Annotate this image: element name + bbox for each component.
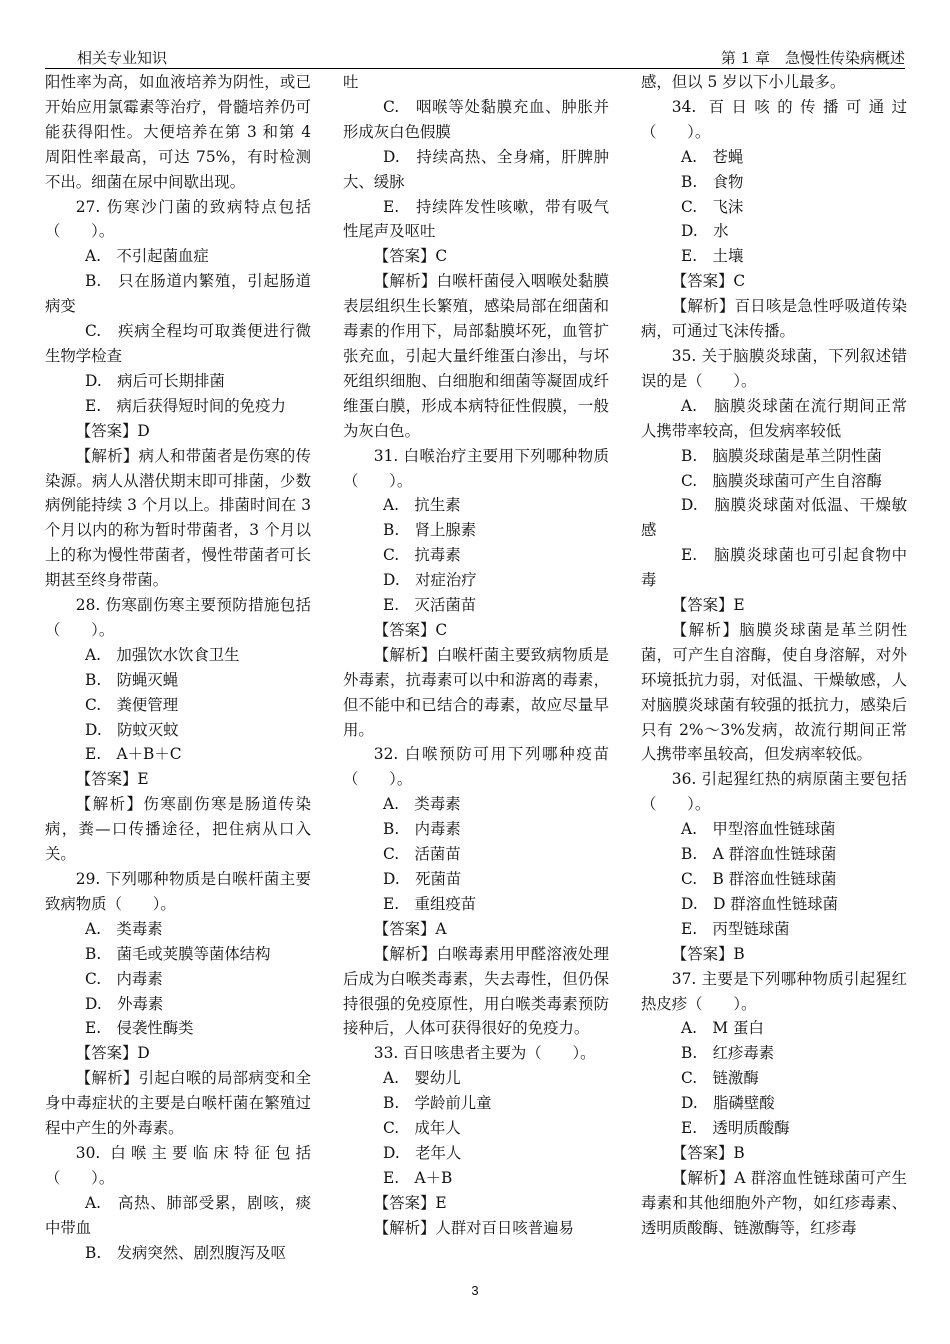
- answer-option: A. 类毒素: [85, 919, 163, 938]
- answer-option: C. B 群溶血性链球菌: [681, 870, 837, 888]
- text-column-3: [641, 70, 907, 1241]
- answer-option: 【答案】B: [671, 1143, 745, 1162]
- answer-option: B. A 群溶血性链球菌: [681, 845, 837, 864]
- answer-option: A. 抗生素: [383, 496, 461, 515]
- explanation: 【解析】引起白喉的局部病变和全身中毒症状的主要是白喉杆菌在繁殖过程中产生的外毒素。: [45, 1069, 311, 1138]
- answer-option: B. 只在肠道内繁殖，引起肠道病变: [45, 272, 311, 316]
- continued-text: 吐: [343, 73, 359, 91]
- answer-option: C. 抗毒素: [383, 546, 461, 565]
- answer-option: B. 学龄前儿童: [383, 1094, 492, 1113]
- explanation: 【解析】脑膜炎球菌是革兰阴性菌，可产生自溶酶，使自身溶解，对外环境抵抗力弱，对低温、干燥敏感，人对脑膜炎球菌有较强的抵抗力，感染后只有 2%～3%发病，故流行期间正常人携带率虽较高，但发病率较低。: [641, 620, 907, 764]
- answer-option: E. A＋B: [383, 1168, 453, 1187]
- answer-option: 【答案】D: [75, 421, 150, 440]
- explanation: 【解析】白喉杆菌主要致病物质是外毒素，抗毒素可以中和游离的毒素，但不能中和已结合的毒素，故应尽量早用。: [343, 645, 609, 739]
- answer-option: E. 透明质酸酶: [681, 1119, 790, 1138]
- answer-option: C. 粪便管理: [85, 695, 179, 714]
- answer-option: 【答案】D: [75, 1044, 150, 1063]
- question-stem: 30. 白喉主要临床特征包括（ ）。: [45, 1143, 311, 1187]
- answer-option: A. 苍蝇: [681, 147, 744, 166]
- answer-option: B. 发病突然、剧烈腹泻及呕: [85, 1243, 286, 1262]
- answer-option: D. D 群溶血性链球菌: [681, 894, 839, 913]
- explanation: 【解析】病人和带菌者是伤寒的传染源。病人从潜伏期末即可排菌，少数病例能持续 3 个月以上。排菌时间在 3 个月以内的称为暂时带菌者，3 个月以上的称为慢性带菌者，慢性带菌者可长期甚至终身带菌。: [45, 446, 311, 590]
- answer-option: B. 肾上腺素: [383, 521, 477, 540]
- question-stem: 36. 引起猩红热的病原菌主要包括（ ）。: [641, 770, 907, 814]
- answer-option: E. 持续阵发性咳嗽，带有吸气性尾声及呕吐: [343, 197, 609, 241]
- answer-option: B. 脑膜炎球菌是革兰阴性菌: [681, 446, 882, 465]
- answer-option: D. 脂磷壁酸: [681, 1094, 775, 1113]
- explanation: 【解析】白喉杆菌侵入咽喉处黏膜表层组织生长繁殖，感染局部在细菌和毒素的作用下，局部黏膜坏死，血管扩张充血，引起大量纤维蛋白渗出，与坏死组织细胞、白细胞和细菌等凝固成纤维蛋白膜，形成本病特征性假膜，一般为灰白色。: [343, 272, 609, 440]
- answer-option: A. 不引起菌血症: [85, 247, 209, 266]
- answer-option: E. 灭活菌苗: [383, 596, 477, 615]
- text-column-2: [343, 70, 609, 1241]
- answer-option: C. 咽喉等处黏膜充血、肿胀并形成灰白色假膜: [343, 97, 609, 141]
- text-column-1: [45, 70, 311, 1266]
- explanation: 【解析】百日咳是急性呼吸道传染病，可通过飞沫传播。: [641, 297, 907, 341]
- explanation: 【解析】伤寒副伤寒是肠道传染病，粪—口传播途径，把住病从口入关。: [45, 795, 311, 864]
- continued-text: 阳性率为高，如血液培养为阴性，或已开始应用氯霉素等治疗，骨髓培养仍可能获得阳性。大便培养在第 3 和第 4 周阳性率最高，可达 75%，有时检测不出。细菌在尿中间歇出现。: [45, 73, 311, 191]
- answer-option: 【答案】B: [671, 944, 745, 963]
- answer-option: A. 高热、肺部受累，剧咳，痰中带血: [45, 1193, 311, 1237]
- answer-option: E. A＋B＋C: [85, 745, 182, 764]
- answer-option: C. 疾病全程均可取粪便进行微生物学检查: [45, 322, 311, 365]
- answer-option: C. 成年人: [383, 1119, 461, 1138]
- answer-option: 【答案】C: [373, 620, 448, 639]
- answer-option: A. M 蛋白: [681, 1019, 764, 1038]
- answer-option: C. 脑膜炎球菌可产生自溶酶: [681, 471, 882, 490]
- question-stem: 27. 伤寒沙门菌的致病特点包括（ ）。: [45, 197, 311, 241]
- answer-option: B. 食物: [681, 172, 744, 191]
- answer-option: 【答案】C: [671, 272, 746, 291]
- answer-option: E. 丙型链球菌: [681, 919, 790, 938]
- answer-option: 【答案】E: [373, 1193, 447, 1212]
- answer-option: D. 外毒素: [85, 994, 164, 1013]
- answer-option: 【答案】E: [671, 596, 745, 615]
- continued-text: 感，但以 5 岁以下小儿最多。: [641, 73, 846, 91]
- answer-option: E. 土壤: [681, 247, 744, 266]
- answer-option: B. 内毒素: [383, 820, 461, 839]
- answer-option: D. 死菌苗: [383, 870, 462, 888]
- question-stem: 35. 关于脑膜炎球菌，下列叙述错误的是（ ）。: [641, 346, 907, 390]
- answer-option: B. 菌毛或荚膜等菌体结构: [85, 944, 271, 963]
- page-number: 3: [471, 1283, 479, 1298]
- answer-option: B. 红疹毒素: [681, 1044, 775, 1063]
- answer-option: 【答案】C: [373, 247, 448, 266]
- answer-option: D. 脑膜炎球菌对低温、干燥敏感: [641, 496, 907, 540]
- answer-option: A. 加强饮水饮食卫生: [85, 645, 240, 664]
- page-header: [45, 46, 905, 69]
- explanation: 【解析】白喉毒素用甲醛溶液处理后成为白喉类毒素，失去毒性，但仍保持很强的免疫原性，用白喉类毒素预防接种后，人体可获得很好的免疫力。: [343, 944, 609, 1038]
- question-stem: 31. 白喉治疗主要用下列哪种物质（ ）。: [343, 446, 609, 490]
- question-stem: 32. 白喉预防可用下列哪种疫苗（ ）。: [343, 745, 609, 789]
- answer-option: E. 病后获得短时间的免疫力: [85, 396, 286, 415]
- explanation: 【解析】人群对百日咳普遍易: [373, 1218, 574, 1237]
- answer-option: D. 病后可长期排菌: [85, 371, 225, 390]
- header-chapter: 第 1 章 急慢性传染病概述: [720, 49, 905, 67]
- explanation: 【解析】A 群溶血性链球菌可产生毒素和其他细胞外产物，如红疹毒素、透明质酸酶、链激酶等，红疹毒: [641, 1168, 907, 1237]
- answer-option: E. 侵袭性酶类: [85, 1019, 194, 1038]
- answer-option: C. 活菌苗: [383, 845, 461, 864]
- answer-option: C. 内毒素: [85, 969, 163, 988]
- answer-option: B. 防蝇灭蝇: [85, 670, 179, 689]
- header-subject: 相关专业知识: [77, 49, 168, 67]
- question-stem: 37. 主要是下列哪种物质引起猩红热皮疹（ ）。: [641, 969, 907, 1013]
- answer-option: D. 水: [681, 222, 729, 241]
- answer-option: A. 脑膜炎球菌在流行期间正常人携带率较高，但发病率较低: [641, 396, 907, 440]
- answer-option: E. 脑膜炎球菌也可引起食物中毒: [641, 546, 907, 590]
- question-stem: 29. 下列哪种物质是白喉杆菌主要致病物质（ ）。: [45, 870, 311, 913]
- answer-option: E. 重组疫苗: [383, 894, 477, 913]
- answer-option: 【答案】E: [75, 770, 149, 789]
- answer-option: 【答案】A: [373, 919, 447, 938]
- answer-option: D. 老年人: [383, 1143, 462, 1162]
- answer-option: D. 防蚊灭蚊: [85, 720, 179, 739]
- question-stem: 34. 百日咳的传播可通过（ ）。: [641, 97, 907, 141]
- answer-option: C. 飞沫: [681, 197, 744, 216]
- answer-option: D. 持续高热、全身痛，肝脾肿大、缓脉: [343, 147, 609, 191]
- question-stem: 33. 百日咳患者主要为（ ）。: [373, 1044, 596, 1063]
- answer-option: A. 类毒素: [383, 795, 461, 814]
- answer-option: A. 甲型溶血性链球菌: [681, 820, 836, 839]
- answer-option: D. 对症治疗: [383, 571, 477, 590]
- answer-option: C. 链激酶: [681, 1069, 759, 1088]
- question-stem: 28. 伤寒副伤寒主要预防措施包括（ ）。: [45, 596, 311, 639]
- answer-option: A. 婴幼儿: [383, 1069, 461, 1088]
